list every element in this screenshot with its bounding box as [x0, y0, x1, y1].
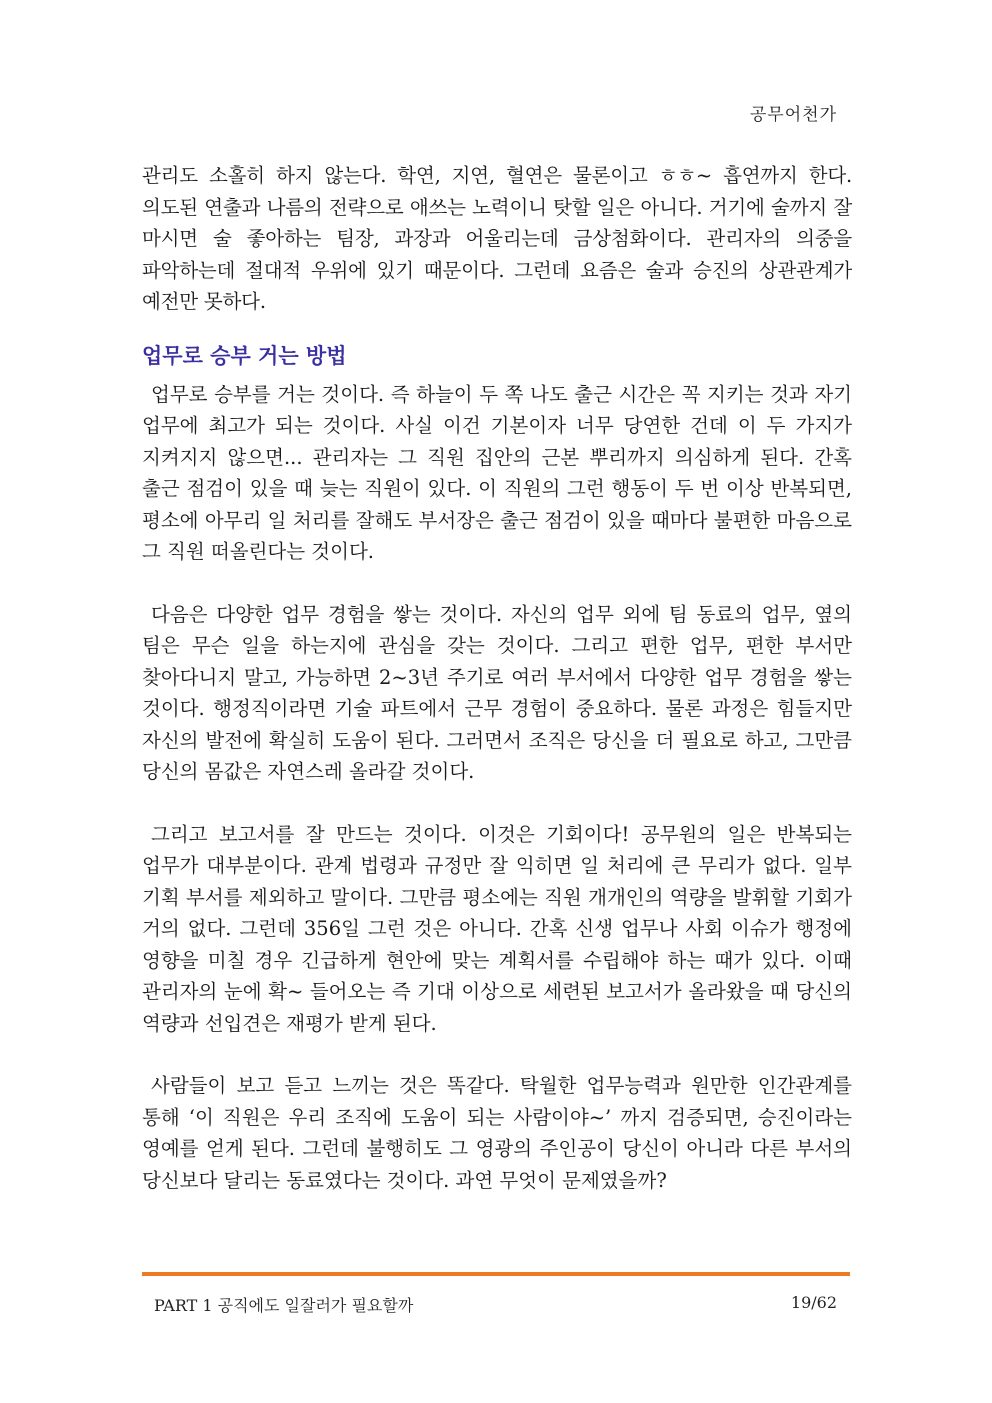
paragraph-gap [142, 1039, 852, 1070]
running-header-title: 공무어천가 [749, 105, 837, 125]
paragraph-conclusion: 사람들이 보고 듣고 느끼는 것은 똑같다. 탁월한 업무능력과 원만한 인간관계를 통해 ‘이 직원은 우리 조직에 도움이 되는 사람이야~’ 까지 검증되면, 승진이라는 영예를 얻게 된다. 그런데 불행히도 그 영광의 주인공이 당신이 아니라 다른 부서의 당신보다 달리는 동료였다는 것이다. 과연 무엇이 문제였을까? [142, 1074, 852, 1192]
paragraph-attendance: 업무로 승부를 거는 것이다. 즉 하늘이 두 쪽 나도 출근 시간은 꼭 지키는 것과 자기 업무에 최고가 되는 것이다. 사실 이건 기본이자 너무 당연한 건데 이 두 가지가 지켜지지 않으면... 관리자는 그 직원 집안의 근본 뿌리까지 의심하게 된다. 간혹 출근 점검이 있을 때 늦는 직원이 있다. 이 직원의 그런 행동이 두 번 이상 반복되면, 평소에 아무리 일 처리를 잘해도 부서장은 출근 점검이 있을 때마다 불편한 마음으로 그 직원 떠올린다는 것이다. [142, 382, 852, 563]
paragraph-gap [142, 788, 852, 819]
paragraph-gap [142, 568, 852, 599]
paragraph-experience: 다음은 다양한 업무 경험을 쌓는 것이다. 자신의 업무 외에 팀 동료의 업무, 옆의 팀은 무슨 일을 하는지에 관심을 갖는 것이다. 그리고 편한 업무, 편한 부서만 찾아다니지 말고, 가능하면 2~3년 주기로 여러 부서에서 다양한 업무 경험을 쌓는 것이다. 행정직이라면 기술 파트에서 근무 경험이 중요하다. 물론 과정은 힘들지만 자신의 발전에 확실히 도움이 된다. 그러면서 조직은 당신을 더 필요로 하고, 그만큼 당신의 몸값은 자연스레 올라갈 것이다. [142, 602, 852, 783]
footer-divider [142, 1272, 850, 1276]
section-heading: 업무로 승부 거는 방법 [142, 343, 347, 368]
footer-part-title: PART 1 공직에도 일잘러가 필요할까 [154, 1296, 414, 1315]
footer-page-number: 19/62 [790, 1293, 837, 1312]
paragraph-report: 그리고 보고서를 잘 만드는 것이다. 이것은 기회이다! 공무원의 일은 반복되는 업무가 대부분이다. 관계 법령과 규정만 잘 익히면 일 처리에 큰 무리가 없다. 일부 기획 부서를 제외하고 말이다. 그만큼 평소에는 직원 개개인의 역량을 발휘할 기회가 거의 없다. 그런데 356일 그런 것은 아니다. 간혹 신생 업무나 사회 이슈가 행정에 영향을 미칠 경우 긴급하게 현안에 맞는 계획서를 수립해야 하는 때가 있다. 이때 관리자의 눈에 확~ 들어오는 즉 기대 이상으로 세련된 보고서가 올라왔을 때 당신의 역량과 선입견은 재평가 받게 된다. [142, 822, 852, 1035]
intro-paragraph: 관리도 소홀히 하지 않는다. 학연, 지연, 혈연은 물론이고 ㅎㅎ~ 흡연까지 한다. 의도된 연출과 나름의 전략으로 애쓰는 노력이니 탓할 일은 아니다. 거기에 술까지 잘 마시면 술 좋아하는 팀장, 과장과 어울리는데 금상첨화이다. 관리자의 의중을 파악하는데 절대적 우위에 있기 때문이다. 그런데 요즘은 술과 승진의 상관관계가 예전만 못하다. [142, 164, 852, 313]
body-text-area [142, 160, 852, 1196]
